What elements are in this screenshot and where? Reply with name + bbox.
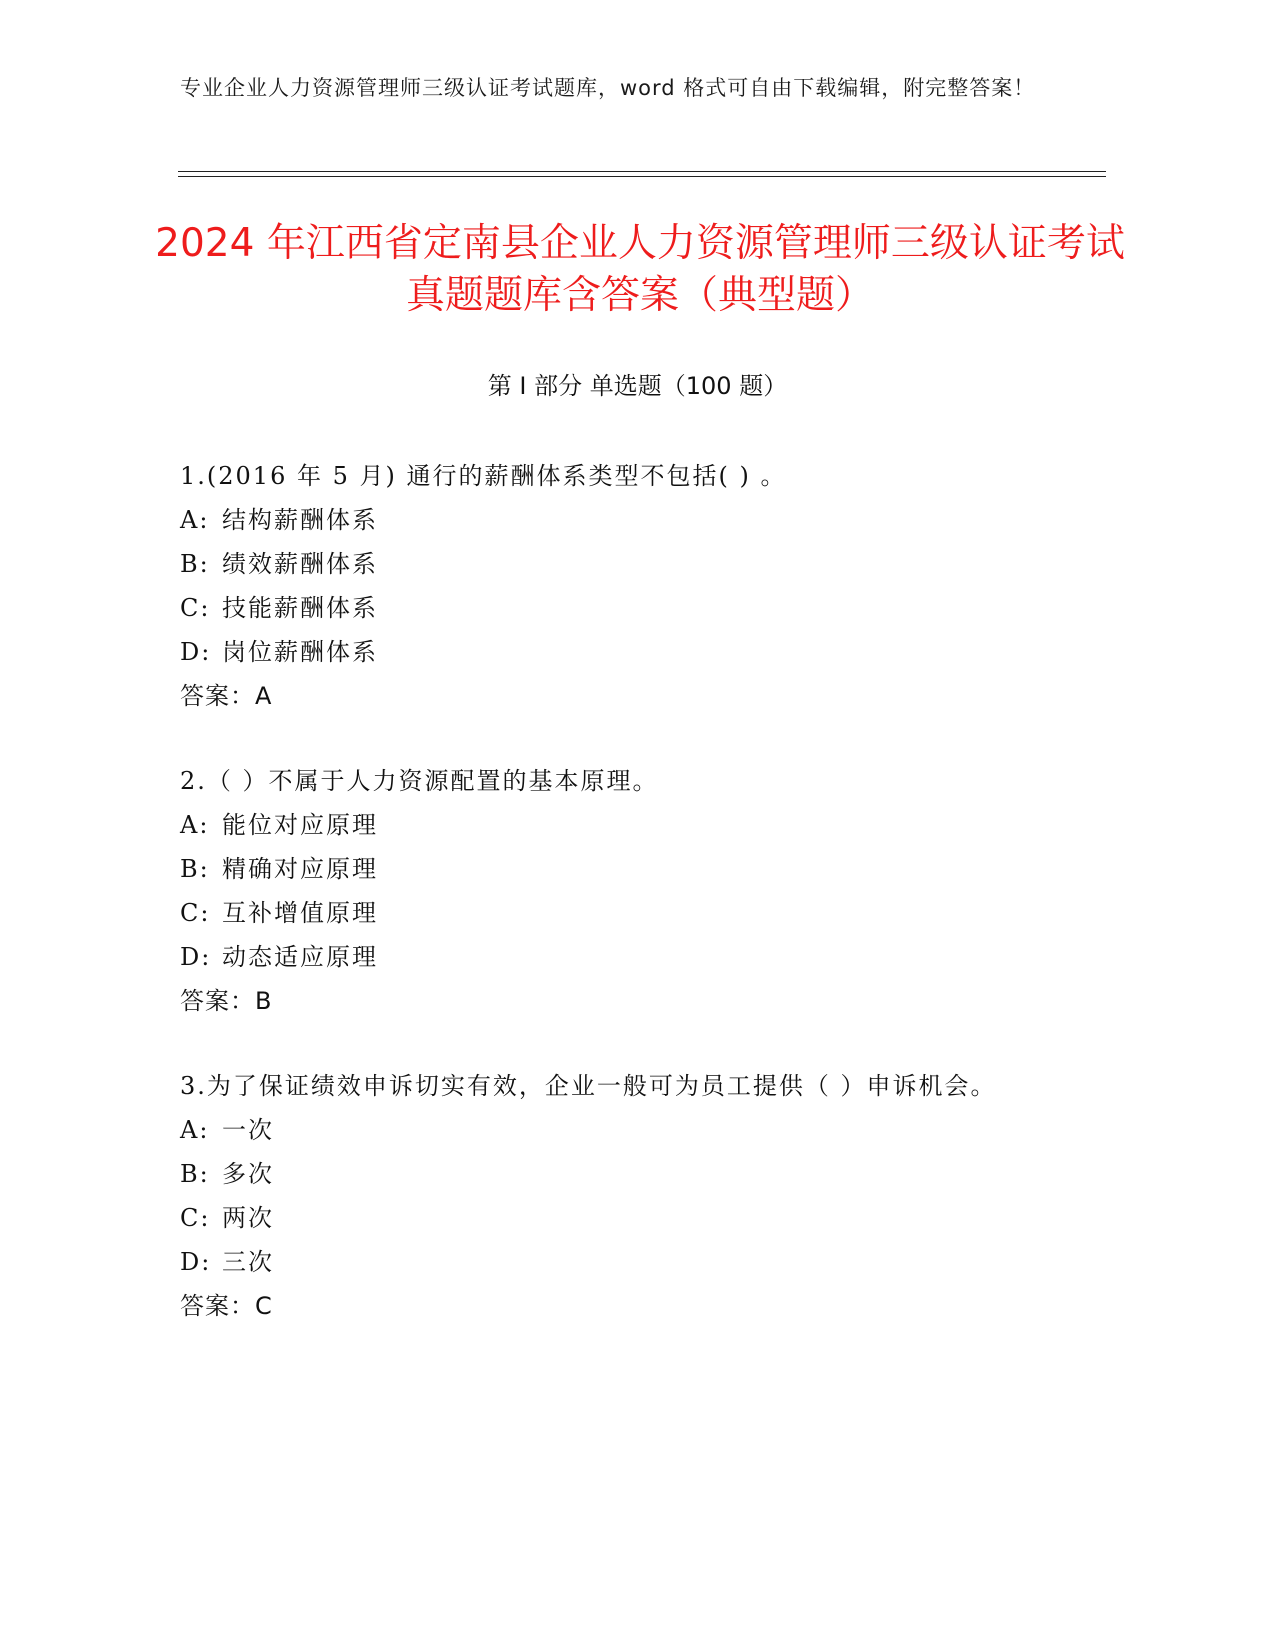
question-2 bbox=[180, 759, 1060, 1023]
option-c bbox=[180, 1196, 1060, 1240]
option-a bbox=[180, 498, 1060, 542]
option-text: 结构薪酬体系 bbox=[222, 506, 378, 534]
option-letter: A: bbox=[180, 1116, 210, 1144]
option-text: 能位对应原理 bbox=[222, 811, 378, 839]
option-a bbox=[180, 1108, 1060, 1152]
option-d bbox=[180, 630, 1060, 674]
question-1 bbox=[180, 454, 1060, 718]
option-letter: B: bbox=[180, 1160, 210, 1188]
option-b bbox=[180, 1152, 1060, 1196]
option-a bbox=[180, 803, 1060, 847]
option-letter: A: bbox=[180, 811, 210, 839]
question-stem: 2.（ ）不属于人力资源配置的基本原理。 bbox=[180, 767, 659, 795]
question-stem: 1.(2016 年 5 月) 通行的薪酬体系类型不包括( ) 。 bbox=[180, 462, 787, 490]
option-letter: A: bbox=[180, 506, 210, 534]
option-b bbox=[180, 847, 1060, 891]
answer: 答案：C bbox=[180, 1292, 273, 1320]
header-divider-top bbox=[178, 171, 1106, 172]
answer: 答案：B bbox=[180, 987, 273, 1015]
option-b bbox=[180, 542, 1060, 586]
option-text: 动态适应原理 bbox=[222, 943, 378, 971]
option-letter: B: bbox=[180, 855, 210, 883]
option-text: 互补增值原理 bbox=[222, 899, 378, 927]
option-text: 绩效薪酬体系 bbox=[222, 550, 378, 578]
option-text: 两次 bbox=[222, 1204, 274, 1232]
option-d bbox=[180, 1240, 1060, 1284]
option-c bbox=[180, 891, 1060, 935]
option-letter: B: bbox=[180, 550, 210, 578]
question-stem: 3.为了保证绩效申诉切实有效，企业一般可为员工提供（ ）申诉机会。 bbox=[180, 1072, 997, 1100]
answer: 答案：A bbox=[180, 682, 273, 710]
option-text: 三次 bbox=[222, 1248, 274, 1276]
option-d bbox=[180, 935, 1060, 979]
option-text: 技能薪酬体系 bbox=[222, 594, 378, 622]
option-text: 岗位薪酬体系 bbox=[222, 638, 378, 666]
section-heading: 第 I 部分 单选题（100 题） bbox=[487, 372, 788, 400]
header-divider-bottom bbox=[178, 176, 1106, 177]
option-letter: D: bbox=[180, 943, 212, 971]
option-text: 一次 bbox=[222, 1116, 274, 1144]
option-letter: C: bbox=[180, 594, 211, 622]
document-title: 2024 年江西省定南县企业人力资源管理师三级认证考试真题题库含答案（典型题） bbox=[155, 221, 1125, 318]
option-letter: D: bbox=[180, 1248, 212, 1276]
document-header-note: 专业企业人力资源管理师三级认证考试题库，word 格式可自由下载编辑，附完整答案！ bbox=[180, 76, 1036, 100]
option-letter: D: bbox=[180, 638, 212, 666]
option-letter: C: bbox=[180, 1204, 211, 1232]
option-text: 多次 bbox=[222, 1160, 274, 1188]
option-text: 精确对应原理 bbox=[222, 855, 378, 883]
question-3 bbox=[180, 1064, 1060, 1328]
option-letter: C: bbox=[180, 899, 211, 927]
option-c bbox=[180, 586, 1060, 630]
